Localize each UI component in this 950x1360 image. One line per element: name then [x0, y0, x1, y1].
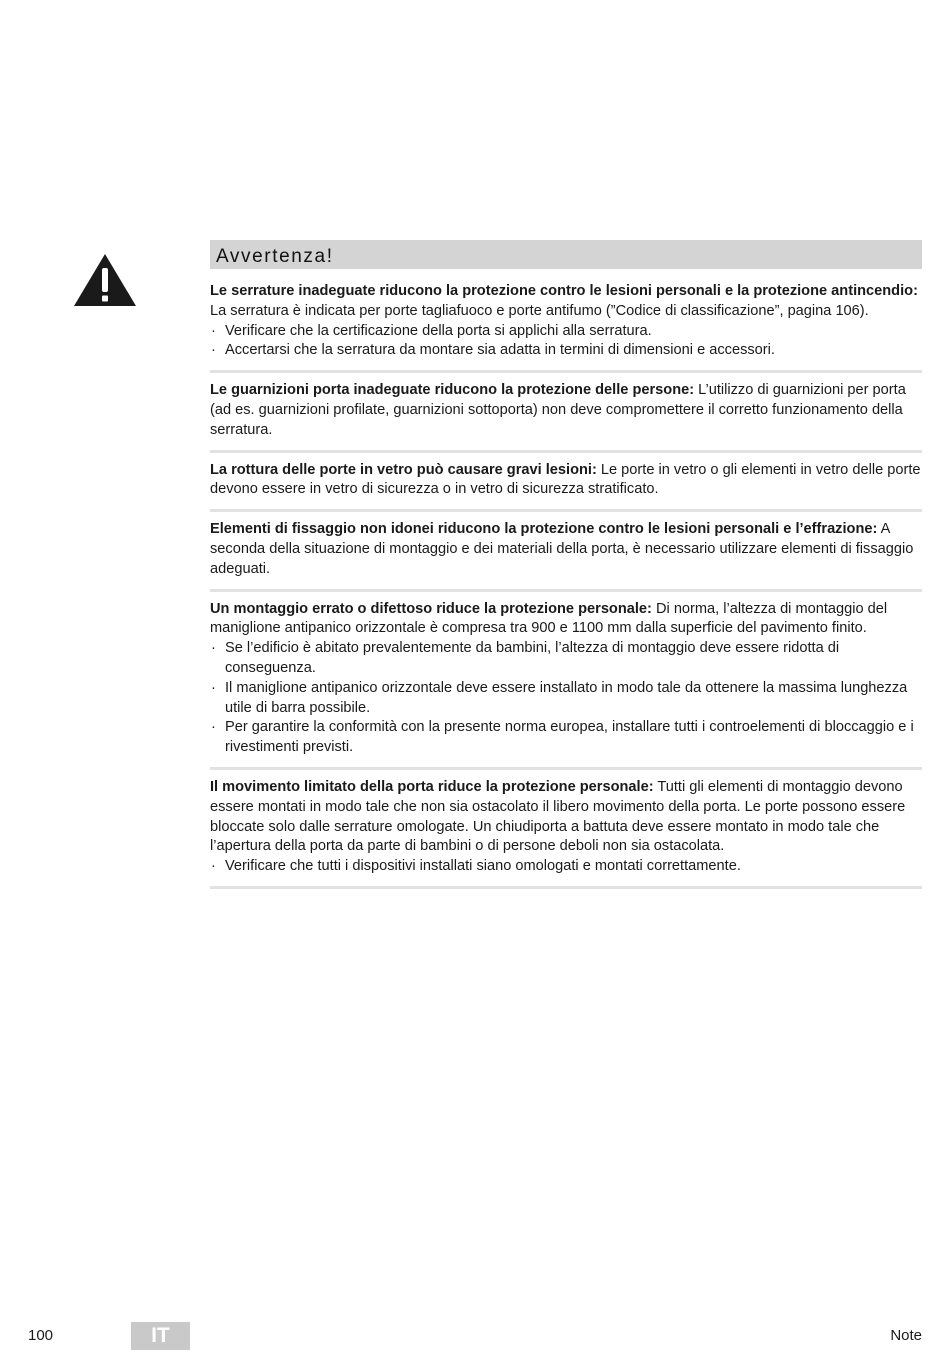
warning-text: L’utilizzo di guarnizioni per porta (ad es. guarnizioni profilate, guarnizioni sottoporta) non deve compromettere il corretto funzionamento della serratura.	[210, 382, 906, 438]
list-item: · Se l’edificio è abitato prevalentemente da bambini, l’altezza di montaggio deve essere ridotta di conseguenza.	[211, 640, 840, 676]
warning-text: Di norma, l’altezza di montaggio del maniglione antipanico orizzontale è compresa tra 900 e 1100 mm dalla superficie del pavimento finito.	[210, 600, 888, 637]
warning-heading: Un montaggio errato o difettoso riduce la protezione personale:	[210, 600, 652, 617]
warning-triangle-icon	[72, 252, 138, 308]
warning-block	[210, 778, 922, 889]
warning-content	[210, 282, 922, 897]
warning-block	[210, 600, 922, 770]
language-tag: IT	[131, 1322, 190, 1350]
warning-text: Le porte in vetro o gli elementi in vetro delle porte devono essere in vetro di sicurezza o in vetro di sicurezza stratificato.	[210, 461, 921, 498]
list-item-text: Verificare che la certificazione della porta si applichi alla serratura.	[225, 322, 652, 339]
warning-heading: Il movimento limitato della porta riduce la protezione personale:	[210, 778, 654, 795]
list-item-text: Accertarsi che la serratura da montare sia adatta in termini di dimensioni e accessori.	[225, 342, 775, 359]
warning-paragraph	[210, 600, 922, 640]
list-item-text: Il maniglione antipanico orizzontale deve essere installato in modo tale da ottenere la massima lunghezza utile di barra possibile.	[225, 679, 908, 716]
page-number: 100	[28, 1327, 54, 1344]
warning-heading: Le serrature inadeguate riducono la protezione contro le lesioni personali e la protezione antincendio:	[210, 283, 918, 299]
list-item: · Per garantire la conformità con la presente norma europea, installare tutti i controelementi di bloccaggio e i rivestimenti previsti.	[211, 719, 914, 756]
warning-paragraph	[210, 282, 922, 322]
list-item-text: Per garantire la conformità con la presente norma europea, installare tutti i controelementi di bloccaggio e i rivestimenti previsti.	[225, 719, 914, 756]
warning-block	[210, 461, 922, 513]
list-item-text: Se l’edificio è abitato prevalentemente da bambini, l’altezza di montaggio deve essere ridotta di conseguenza.	[225, 640, 840, 676]
warning-title: Avvertenza!	[210, 240, 922, 269]
warning-paragraph	[210, 520, 922, 579]
warning-text: Tutti gli elementi di montaggio devono essere montati in modo tale che non sia ostacolato il libero movimento della porta. Le porte possono essere bloccate solo dalle serrature omologate. Un chiudiporta a battuta deve essere montato in modo tale che l’apertura della porta da parte di bambini o di persone deboli non sia ostacolata.	[210, 778, 906, 855]
warning-heading: Elementi di fissaggio non idonei riducono la protezione contro le lesioni personali e l’effrazione:	[210, 521, 878, 538]
list-item: · Verificare che tutti i dispositivi installati siano omologati e montati correttamente.	[211, 858, 741, 875]
warning-text: A seconda della situazione di montaggio e dei materiali della porta, è necessario utilizzare elementi di fissaggio adeguati.	[210, 521, 914, 577]
warning-paragraph	[210, 778, 922, 857]
list-item: · Verificare che la certificazione della porta si applichi alla serratura.	[211, 322, 652, 339]
warning-heading: La rottura delle porte in vetro può causare gravi lesioni:	[210, 461, 597, 478]
warning-paragraph	[210, 461, 922, 501]
section-label: Note	[890, 1327, 922, 1344]
warning-heading: Le guarnizioni porta inadeguate riducono la protezione delle persone:	[210, 382, 695, 399]
warning-block	[210, 282, 922, 373]
warning-text: La serratura è indicata per porte tagliafuoco e porte antifumo (”Codice di classificazione”, pagina 106).	[210, 302, 869, 319]
warning-block	[210, 381, 922, 452]
warning-paragraph	[210, 381, 922, 440]
list-item: · Accertarsi che la serratura da montare sia adatta in termini di dimensioni e accessori.	[211, 342, 775, 359]
list-item-text: Verificare che tutti i dispositivi installati siano omologati e montati correttamente.	[225, 858, 741, 875]
warning-block	[210, 520, 922, 591]
list-item: · Il maniglione antipanico orizzontale deve essere installato in modo tale da ottenere la massima lunghezza utile di barra possibile.	[211, 679, 908, 716]
